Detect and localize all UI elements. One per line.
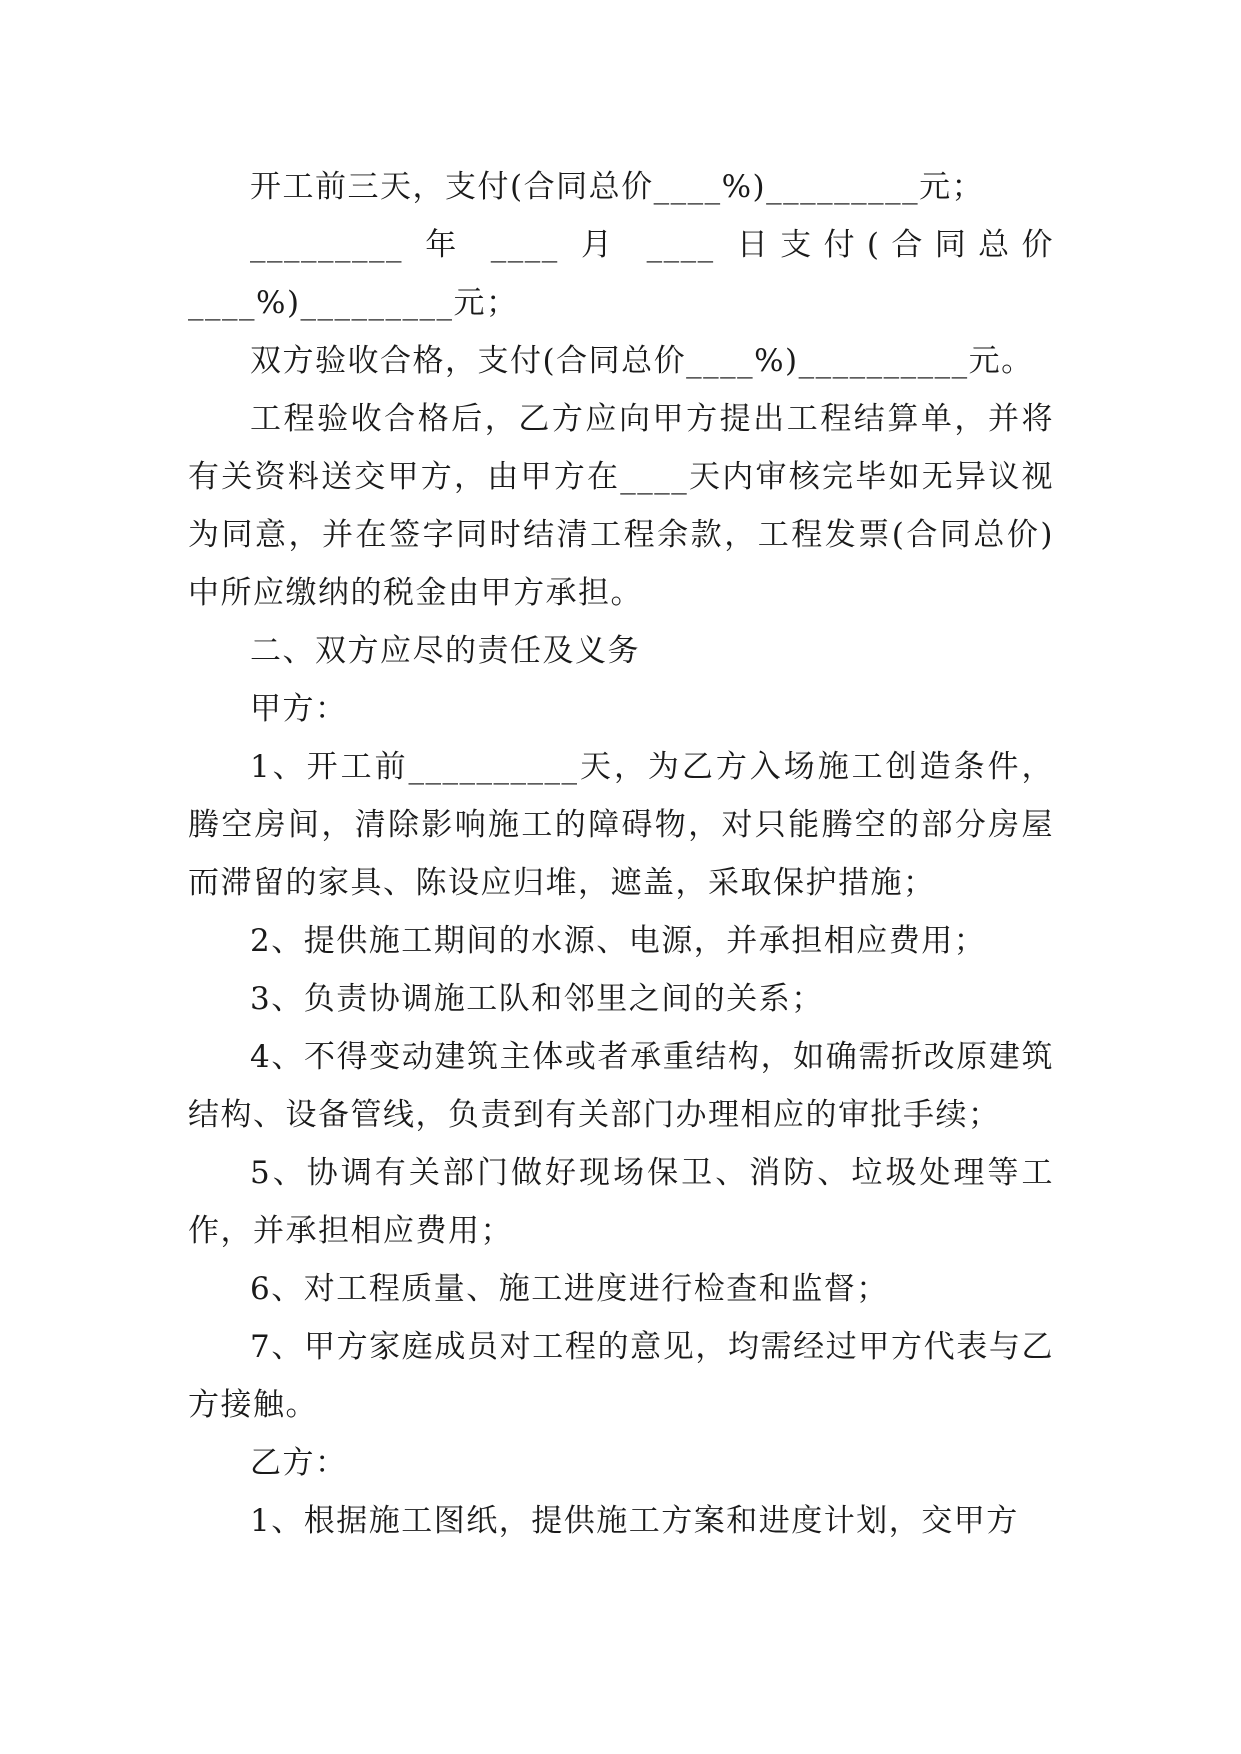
party-a-item-6: 6、对工程质量、施工进度进行检查和监督；	[250, 1271, 889, 1307]
party-b-item-1: 1、根据施工图纸，提供施工方案和进度计划，交甲方	[250, 1503, 1019, 1539]
party-a-item-1: 1、开工前__________天，为乙方入场施工创造条件，腾空房间，清除影响施工的障碍物，对只能腾空的部分房屋而滞留的家具、陈设应归堆，遮盖，采取保护措施；	[188, 749, 1054, 901]
party-b-heading: 乙方：	[250, 1445, 348, 1481]
party-a-item-7: 7、甲方家庭成员对工程的意见，均需经过甲方代表与乙方接触。	[188, 1329, 1054, 1423]
party-a-item-4: 4、不得变动建筑主体或者承重结构，如确需折改原建筑结构、设备管线，负责到有关部门办理相应的审批手续；	[188, 1039, 1054, 1133]
party-a-item-2: 2、提供施工期间的水源、电源，并承担相应费用；	[250, 923, 987, 959]
party-a-item-3: 3、负责协调施工队和邻里之间的关系；	[250, 981, 824, 1017]
payment-line-1: 开工前三天，支付(合同总价____%)_________元；	[250, 169, 985, 205]
section-heading: 二、双方应尽的责任及义务	[250, 633, 640, 669]
payment-line-3: 双方验收合格，支付(合同总价____%)__________元。	[250, 343, 1034, 379]
settlement-paragraph: 工程验收合格后，乙方应向甲方提出工程结算单，并将有关资料送交甲方，由甲方在____天内审核完毕如无异议视为同意，并在签字同时结清工程余款，工程发票(合同总价)中所应缴纳的税金由甲方承担。	[188, 401, 1054, 611]
party-a-heading: 甲方：	[250, 691, 348, 727]
party-a-item-5: 5、协调有关部门做好现场保卫、消防、垃圾处理等工作，并承担相应费用；	[188, 1155, 1054, 1249]
document-body	[188, 158, 1054, 1550]
payment-line-2: _________ 年 ____ 月 ____ 日支付(合同总价____%)_________元；	[188, 227, 1054, 321]
